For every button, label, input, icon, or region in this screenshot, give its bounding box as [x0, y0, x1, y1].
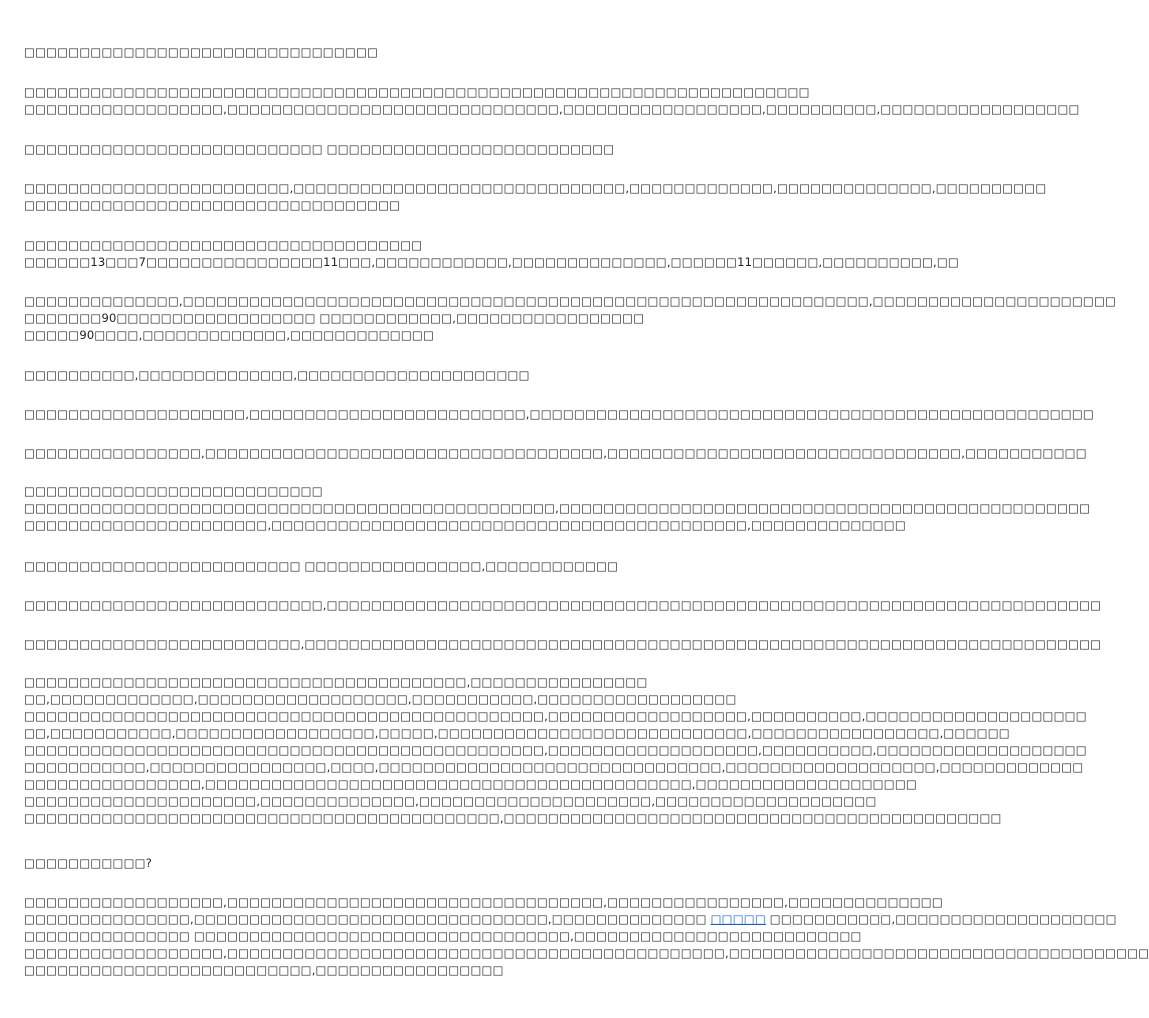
- paragraph-10-line-1: □□□□□□□□□□□□□□□□□□□□□□□□□□□: [24, 484, 323, 498]
- paragraph-14-line-4: □□,□□□□□□□□□□□,□□□□□□□□□□□□□□□□□□,□□□□□,□□□□□□□□□□□□□□□□□□□□□□□□□□□□,□□□□□□□□□□□□□□□□□,□□□□□□: [24, 726, 1010, 740]
- paragraph-14-line-2: □□,□□□□□□□□□□□□□,□□□□□□□□□□□□□□□□□□□,□□□□□□□□□□□,□□□□□□□□□□□□□□□□□□: [24, 692, 737, 706]
- line-text-after-link: □□□□□□□□□□□,□□□□□□□□□□□□□□□□□□□□: [769, 912, 1117, 926]
- line-text-before-link: □□□□□□□□□□□□□□□,□□□□□□□□□□□□□□□□□□□□□□□□□□□□□□□□,□□□□□□□□□□□□□□: [24, 912, 707, 926]
- section-heading: □□□□□□□□□□□?: [24, 856, 153, 870]
- paragraph-4-line-2: □□□□□□□□□□□□□□□□□□□□□□□□□□□□□□□□□□: [24, 198, 401, 212]
- paragraph-2-line-2: □□□□□□□□□□□□□□□□□□,□□□□□□□□□□□□□□□□□□□□□□□□□□□□□□,□□□□□□□□□□□□□□□□□□,□□□□□□□□□□,□□□□□□□□□□□□□□□□□□: [24, 102, 1080, 116]
- paragraph-14-line-7: □□□□□□□□□□□□□□□□,□□□□□□□□□□□□□□□□□□□□□□□□□□□□□□□□□□□□□□□□□□□□,□□□□□□□□□□□□□□□□□□□□: [24, 777, 917, 791]
- paragraph-5-line-2: □□□□□□13□□□7□□□□□□□□□□□□□□□□11□□□,□□□□□□□□□□□□,□□□□□□□□□□□□□□,□□□□□□11□□□□□□,□□□□□□□□□□,□□: [24, 255, 960, 269]
- paragraph-16-line-5: □□□□□□□□□□□□□□□□□□□□□□□□□□,□□□□□□□□□□□□□□□□□: [24, 963, 504, 977]
- paragraph-7-line-1: □□□□□□□□□□,□□□□□□□□□□□□□□,□□□□□□□□□□□□□□□□□□□□□: [24, 368, 530, 382]
- paragraph-16-line-3: □□□□□□□□□□□□□□□ □□□□□□□□□□□□□□□□□□□□□□□□□□□□□□□□□□,□□□□□□□□□□□□□□□□□□□□□□□□□□: [24, 929, 862, 943]
- paragraph-2-line-1: □□□□□□□□□□□□□□□□□□□□□□□□□□□□□□□□□□□□□□□□□□□□□□□□□□□□□□□□□□□□□□□□□□□□□□□: [24, 85, 810, 99]
- paragraph-14-line-1: □□□□□□□□□□□□□□□□□□□□□□□□□□□□□□□□□□□□□□□□,□□□□□□□□□□□□□□□□: [24, 675, 648, 689]
- paragraph-13-line-1: □□□□□□□□□□□□□□□□□□□□□□□□□,□□□□□□□□□□□□□□□□□□□□□□□□□□□□□□□□□□□□□□□□□□□□□□□□□□□□□□□□□□□□□□□□□□□□□□□□: [24, 637, 1102, 651]
- paragraph-9-line-1: □□□□□□□□□□□□□□□□,□□□□□□□□□□□□□□□□□□□□□□□□□□□□□□□□□□□□,□□□□□□□□□□□□□□□□□□□□□□□□□□□□□□□□,□□□□□□□□□□□: [24, 446, 1087, 460]
- paragraph-1-line-1: □□□□□□□□□□□□□□□□□□□□□□□□□□□□□□□□: [24, 45, 379, 59]
- paragraph-10-line-3: □□□□□□□□□□□□□□□□□□□□□□,□□□□□□□□□□□□□□□□□□□□□□□□□□□□□□□□□□□□□□□□□□□,□□□□□□□□□□□□□□: [24, 518, 906, 532]
- paragraph-6-line-1: □□□□□□□□□□□□□□,□□□□□□□□□□□□□□□□□□□□□□□□□□□□□□□□□□□□□□□□□□□□□□□□□□□□□□□□□□□□□□,□□□□□□□□□□□□□□□□□□□□□□: [24, 294, 1117, 308]
- paragraph-3-line-1: □□□□□□□□□□□□□□□□□□□□□□□□□□□ □□□□□□□□□□□□□□□□□□□□□□□□□□: [24, 142, 615, 156]
- inline-link[interactable]: □□□□□: [710, 912, 766, 926]
- paragraph-14-line-9: □□□□□□□□□□□□□□□□□□□□□□□□□□□□□□□□□□□□□□□□□□□,□□□□□□□□□□□□□□□□□□□□□□□□□□□□□□□□□□□□□□□□□□□□□: [24, 811, 1002, 825]
- paragraph-6-line-2: □□□□□□□90□□□□□□□□□□□□□□□□□□ □□□□□□□□□□□□,□□□□□□□□□□□□□□□□□: [24, 311, 645, 325]
- paragraph-5-line-1: □□□□□□□□□□□□□□□□□□□□□□□□□□□□□□□□□□□□: [24, 238, 423, 252]
- paragraph-14-line-3: □□□□□□□□□□□□□□□□□□□□□□□□□□□□□□□□□□□□□□□□□□□□□□□,□□□□□□□□□□□□□□□□□□,□□□□□□□□□□,□□□□□□□□□□□□□□□□□□□□: [24, 709, 1087, 723]
- paragraph-14-line-5: □□□□□□□□□□□□□□□□□□□□□□□□□□□□□□□□□□□□□□□□□□□□□□□,□□□□□□□□□□□□□□□□□□□,□□□□□□□□□□,□□□□□□□□□□□□□□□□□□□: [24, 743, 1087, 757]
- paragraph-6-line-3: □□□□□90□□□□,□□□□□□□□□□□□□,□□□□□□□□□□□□□: [24, 328, 435, 342]
- paragraph-16-line-1: □□□□□□□□□□□□□□□□□□,□□□□□□□□□□□□□□□□□□□□□□□□□□□□□□□□□□,□□□□□□□□□□□□□□□□,□□□□□□□□□□□□□□: [24, 895, 943, 909]
- paragraph-10-line-2: □□□□□□□□□□□□□□□□□□□□□□□□□□□□□□□□□□□□□□□□□□□□□□□□,□□□□□□□□□□□□□□□□□□□□□□□□□□□□□□□□□□□□□□□□□□□□□□□□: [24, 501, 1091, 515]
- paragraph-4-line-1: □□□□□□□□□□□□□□□□□□□□□□□□,□□□□□□□□□□□□□□□□□□□□□□□□□□□□□□,□□□□□□□□□□□□□,□□□□□□□□□□□□□□,□□□□□□□□□□: [24, 181, 1047, 195]
- paragraph-12-line-1: □□□□□□□□□□□□□□□□□□□□□□□□□□□,□□□□□□□□□□□□□□□□□□□□□□□□□□□□□□□□□□□□□□□□□□□□□□□□□□□□□□□□□□□□□□□□□□□□□□: [24, 598, 1102, 612]
- paragraph-16-line-2: [24, 911, 1117, 928]
- paragraph-16-line-4: □□□□□□□□□□□□□□□□□□,□□□□□□□□□□□□□□□□□□□□□□□□□□□□□□□□□□□□□□□□□□□□□,□□□□□□□□□□□□□□□□□□□□□□□□□□□□□□□□□□□□□□: [24, 946, 1149, 960]
- paragraph-14-line-8: □□□□□□□□□□□□□□□□□□□□□,□□□□□□□□□□□□□□,□□□□□□□□□□□□□□□□□□□□□,□□□□□□□□□□□□□□□□□□□□: [24, 794, 877, 808]
- paragraph-8-line-1: □□□□□□□□□□□□□□□□□□□□,□□□□□□□□□□□□□□□□□□□□□□□□□,□□□□□□□□□□□□□□□□□□□□□□□□□□□□□□□□□□□□□□□□□□□□□□□□□□□: [24, 407, 1094, 421]
- paragraph-11-line-1: □□□□□□□□□□□□□□□□□□□□□□□□□ □□□□□□□□□□□□□□□□,□□□□□□□□□□□□: [24, 559, 619, 573]
- paragraph-14-line-6: □□□□□□□□□□□,□□□□□□□□□□□□□□□□,□□□□,□□□□□□□□□□□□□□□□□□□□□□□□□□□□□□□,□□□□□□□□□□□□□□□□□□□,□□□□□□□□□□□□□: [24, 760, 1084, 774]
